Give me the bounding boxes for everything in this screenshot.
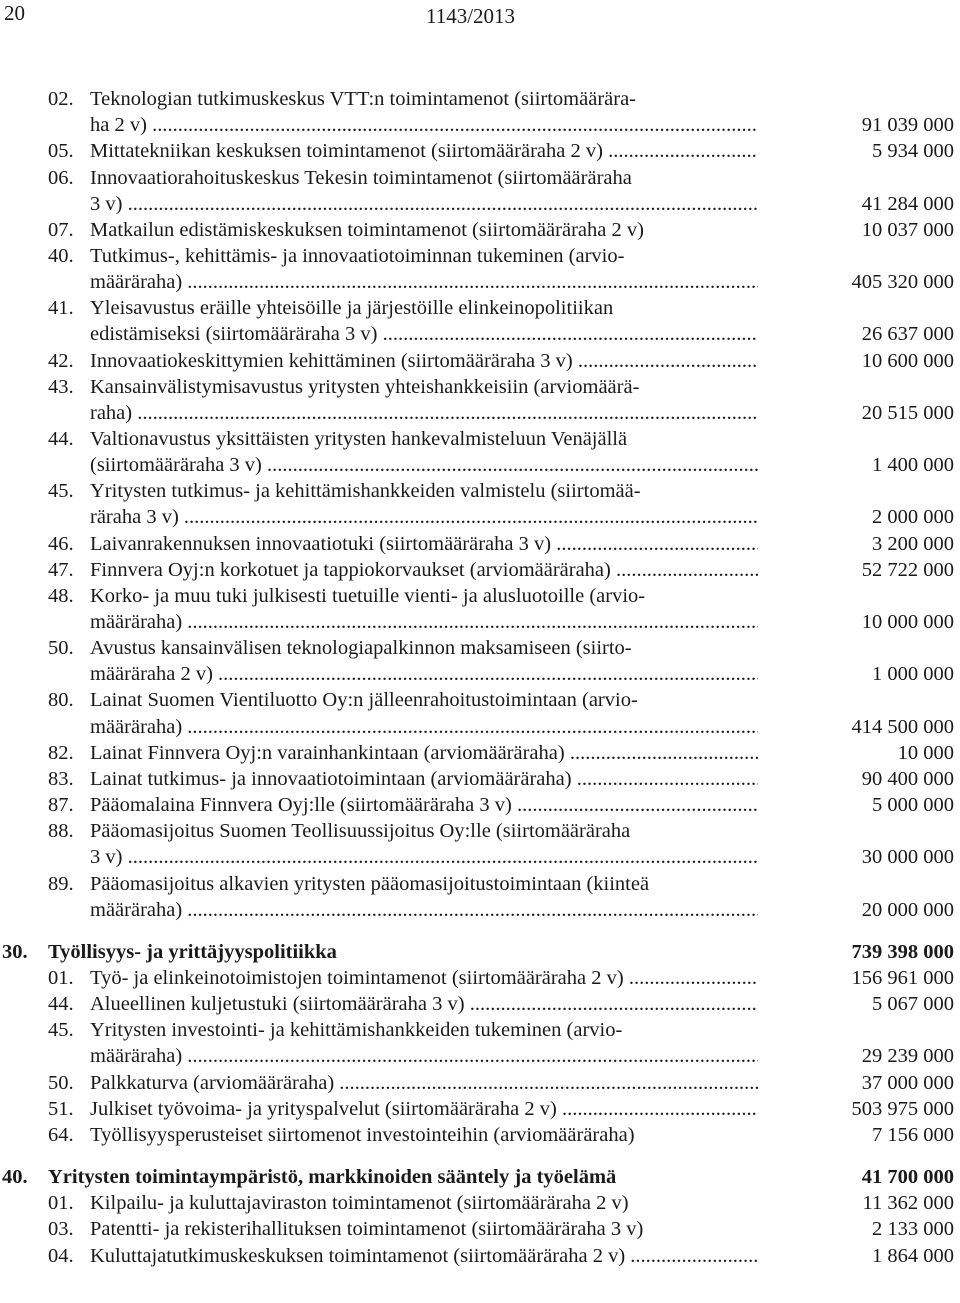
- item-description: Mittatekniikan keskuksen toimintamenot (siirtomääräraha 2 v) .....: [90, 138, 758, 164]
- budget-line: [0, 991, 960, 1017]
- item-number: 88.: [48, 820, 74, 843]
- item-number: 50.: [48, 637, 74, 660]
- item-number: 06.: [48, 166, 74, 189]
- item-description: Kilpailu- ja kuluttajaviraston toimintamenot (siirtomääräraha 2 v): [90, 1192, 629, 1215]
- budget-line: [0, 844, 960, 870]
- item-description: Patentti- ja rekisterihallituksen toimintamenot (siirtomääräraha 3 v): [90, 1218, 644, 1241]
- item-number: 41.: [48, 297, 74, 320]
- item-description: Korko- ja muu tuki julkisesti tuetuille vienti- ja alusluotoille (arvio-: [90, 584, 646, 607]
- budget-line: [0, 740, 960, 766]
- budget-line: [0, 1122, 960, 1148]
- item-description: määräraha) .....: [90, 269, 758, 295]
- item-amount: 91 039 000: [861, 114, 954, 137]
- item-description: Innovaatiorahoituskeskus Tekesin toimintamenot (siirtomääräraha: [90, 166, 632, 189]
- item-amount: 2 133 000: [872, 1218, 954, 1241]
- budget-line: [0, 295, 960, 321]
- budget-line: [0, 687, 960, 713]
- budget-line: [0, 138, 960, 164]
- item-description: 3 v) .....: [90, 844, 758, 870]
- item-amount: 20 000 000: [861, 898, 954, 921]
- budget-line: [0, 897, 960, 923]
- item-description: Työ- ja elinkeinotoimistojen toimintamenot (siirtomääräraha 2 v) .....: [90, 965, 758, 991]
- item-amount: 1 000 000: [872, 663, 954, 686]
- budget-line: [0, 1096, 960, 1122]
- item-amount: 52 722 000: [861, 558, 954, 581]
- budget-line: [0, 1216, 960, 1242]
- budget-line: [0, 818, 960, 844]
- item-amount: 503 975 000: [851, 1097, 954, 1120]
- budget-line: [0, 1043, 960, 1069]
- item-number: 07.: [48, 218, 74, 241]
- item-description: Yritysten investointi- ja kehittämishankkeiden tukeminen (arvio-: [90, 1019, 623, 1042]
- budget-line: [0, 112, 960, 138]
- item-description: määräraha) .....: [90, 714, 758, 740]
- item-description: Lainat Suomen Vientiluotto Oy:n jälleenrahoitustoimintaan (arvio-: [90, 689, 638, 712]
- budget-line: [0, 1070, 960, 1096]
- item-number: 02.: [48, 88, 74, 110]
- item-description: räraha 3 v) .....: [90, 504, 758, 530]
- budget-line: [0, 609, 960, 635]
- page-number: 20: [4, 1, 25, 25]
- budget-line: [0, 165, 960, 191]
- budget-line: [0, 269, 960, 295]
- item-amount: 2 000 000: [872, 506, 954, 529]
- document-reference: 1143/2013: [426, 4, 516, 28]
- item-number: 03.: [48, 1218, 74, 1241]
- item-description: Alueellinen kuljetustuki (siirtomääräraha 3 v) .....: [90, 991, 758, 1017]
- item-amount: 10 000: [897, 741, 954, 764]
- item-description: Pääomalaina Finnvera Oyj:lle (siirtomääräraha 3 v) .....: [90, 792, 758, 818]
- item-description: Tutkimus-, kehittämis- ja innovaatiotoiminnan tukeminen (arvio-: [90, 244, 625, 267]
- item-description: Kuluttajatutkimuskeskuksen toimintamenot (siirtomääräraha 2 v) .....: [90, 1243, 758, 1269]
- item-number: 46.: [48, 532, 74, 555]
- item-description: Pääomasijoitus alkavien yritysten pääomasijoitustoimintaan (kiinteä: [90, 872, 650, 895]
- item-number: 89.: [48, 872, 74, 895]
- budget-line: [0, 531, 960, 557]
- item-number: 83.: [48, 767, 74, 790]
- item-description: Yritysten tutkimus- ja kehittämishankkeiden valmistelu (siirtomää-: [90, 480, 641, 503]
- budget-line: [0, 217, 960, 243]
- item-description: Laivanrakennuksen innovaatiotuki (siirtomääräraha 3 v) .....: [90, 531, 758, 557]
- item-description: raha) .....: [90, 400, 758, 426]
- budget-line: [0, 661, 960, 687]
- item-number: 47.: [48, 558, 74, 581]
- budget-line: [0, 426, 960, 452]
- budget-line: [0, 191, 960, 217]
- budget-line: [0, 504, 960, 530]
- item-description: (siirtomääräraha 3 v) .....: [90, 452, 758, 478]
- item-amount: 37 000 000: [861, 1071, 954, 1094]
- budget-line: [0, 452, 960, 478]
- item-number: 05.: [48, 140, 74, 163]
- budget-line: [0, 321, 960, 347]
- item-description: Finnvera Oyj:n korkotuet ja tappiokorvaukset (arviomääräraha) .....: [90, 557, 758, 583]
- budget-line: [0, 478, 960, 504]
- item-amount: 7 156 000: [872, 1123, 954, 1146]
- item-number: 43.: [48, 375, 74, 398]
- item-number: 01.: [48, 1192, 74, 1215]
- item-number: 44.: [48, 993, 74, 1016]
- item-description: Palkkaturva (arviomääräraha) .....: [90, 1070, 758, 1096]
- item-description: 3 v) .....: [90, 191, 758, 217]
- item-number: 50.: [48, 1071, 74, 1094]
- item-number: 04.: [48, 1244, 74, 1267]
- item-description: määräraha) .....: [90, 1043, 758, 1069]
- item-description: Yleisavustus eräille yhteisöille ja järjestöille elinkeinopolitiikan: [90, 297, 614, 320]
- item-description: Julkiset työvoima- ja yrityspalvelut (siirtomääräraha 2 v) .....: [90, 1096, 758, 1122]
- item-number: 48.: [48, 584, 74, 607]
- item-description: Teknologian tutkimuskeskus VTT:n toimintamenot (siirtomäärära-: [90, 88, 637, 110]
- item-amount: 10 037 000: [861, 218, 954, 241]
- budget-line: [0, 635, 960, 661]
- budget-line: [0, 1243, 960, 1269]
- item-number: 42.: [48, 349, 74, 372]
- item-description: Lainat Finnvera Oyj:n varainhankintaan (arviomääräraha) .....: [90, 740, 758, 766]
- item-description: Pääomasijoitus Suomen Teollisuussijoitus Oy:lle (siirtomääräraha: [90, 820, 631, 843]
- item-amount: 90 400 000: [861, 767, 954, 790]
- item-amount: 41 284 000: [861, 192, 954, 215]
- budget-line: [0, 714, 960, 740]
- item-amount: 5 067 000: [872, 993, 954, 1016]
- item-amount: 405 320 000: [851, 271, 954, 294]
- item-amount: 26 637 000: [861, 323, 954, 346]
- item-description: määräraha) .....: [90, 897, 758, 923]
- item-amount: 414 500 000: [851, 715, 954, 738]
- item-number: 45.: [48, 1019, 74, 1042]
- main-category-amount: 739 398 000: [851, 940, 954, 963]
- item-description: määräraha 2 v) .....: [90, 661, 758, 687]
- budget-line: [0, 792, 960, 818]
- item-description: Työllisyysperusteiset siirtomenot investointeihin (arviomääräraha): [90, 1123, 635, 1146]
- item-number: 87.: [48, 794, 74, 816]
- budget-line: [0, 871, 960, 897]
- main-category-number: 30.: [2, 940, 28, 963]
- item-description: Lainat tutkimus- ja innovaatiotoimintaan (arviomääräraha) .....: [90, 766, 758, 792]
- budget-line: [0, 374, 960, 400]
- item-description: ha 2 v) .....: [90, 112, 758, 138]
- budget-line: [0, 400, 960, 426]
- item-number: 82.: [48, 741, 74, 764]
- item-amount: 5 934 000: [872, 140, 954, 163]
- budget-line: [0, 766, 960, 792]
- budget-line: [0, 243, 960, 269]
- budget-line: [0, 557, 960, 583]
- item-amount: 3 200 000: [872, 532, 954, 555]
- main-category-number: 40.: [2, 1166, 28, 1188]
- item-amount: 156 961 000: [851, 966, 954, 989]
- item-number: 51.: [48, 1097, 74, 1120]
- item-number: 80.: [48, 689, 74, 712]
- item-number: 01.: [48, 966, 74, 989]
- budget-line: [0, 1190, 960, 1216]
- item-description: Avustus kansainvälisen teknologiapalkinnon maksamiseen (siirto-: [90, 637, 632, 660]
- budget-line: [0, 348, 960, 374]
- item-amount: 30 000 000: [861, 846, 954, 869]
- item-description: Matkailun edistämiskeskuksen toimintamenot (siirtomääräraha 2 v): [90, 218, 644, 241]
- budget-line: [0, 965, 960, 991]
- item-description: Valtionavustus yksittäisten yritysten hankevalmisteluun Venäjällä: [90, 427, 628, 450]
- item-number: 64.: [48, 1123, 74, 1146]
- main-category-title: Työllisyys- ja yrittäjyyspolitiikka: [48, 940, 337, 963]
- main-category-row: [0, 1164, 960, 1190]
- main-category-amount: 41 700 000: [861, 1166, 954, 1188]
- item-description: Kansainvälistymisavustus yritysten yhteishankkeisiin (arviomäärä-: [90, 375, 640, 398]
- item-amount: 11 362 000: [862, 1192, 954, 1215]
- item-amount: 5 000 000: [872, 794, 954, 816]
- item-description: määräraha) .....: [90, 609, 758, 635]
- item-number: 40.: [48, 244, 74, 267]
- item-amount: 1 400 000: [872, 454, 954, 477]
- item-amount: 10 600 000: [861, 349, 954, 372]
- item-amount: 29 239 000: [861, 1045, 954, 1068]
- main-category-title: Yritysten toimintaympäristö, markkinoiden sääntely ja työelämä: [48, 1166, 617, 1188]
- item-amount: 20 515 000: [861, 401, 954, 424]
- item-amount: 1 864 000: [872, 1244, 954, 1267]
- budget-line: [0, 583, 960, 609]
- item-amount: 10 000 000: [861, 611, 954, 633]
- item-number: 45.: [48, 480, 74, 503]
- main-category-row: [0, 939, 960, 965]
- budget-line: [0, 86, 960, 112]
- item-description: Innovaatiokeskittymien kehittäminen (siirtomääräraha 3 v) .....: [90, 348, 758, 374]
- item-description: edistämiseksi (siirtomääräraha 3 v) .....: [90, 321, 758, 347]
- item-number: 44.: [48, 427, 74, 450]
- budget-line: [0, 1017, 960, 1043]
